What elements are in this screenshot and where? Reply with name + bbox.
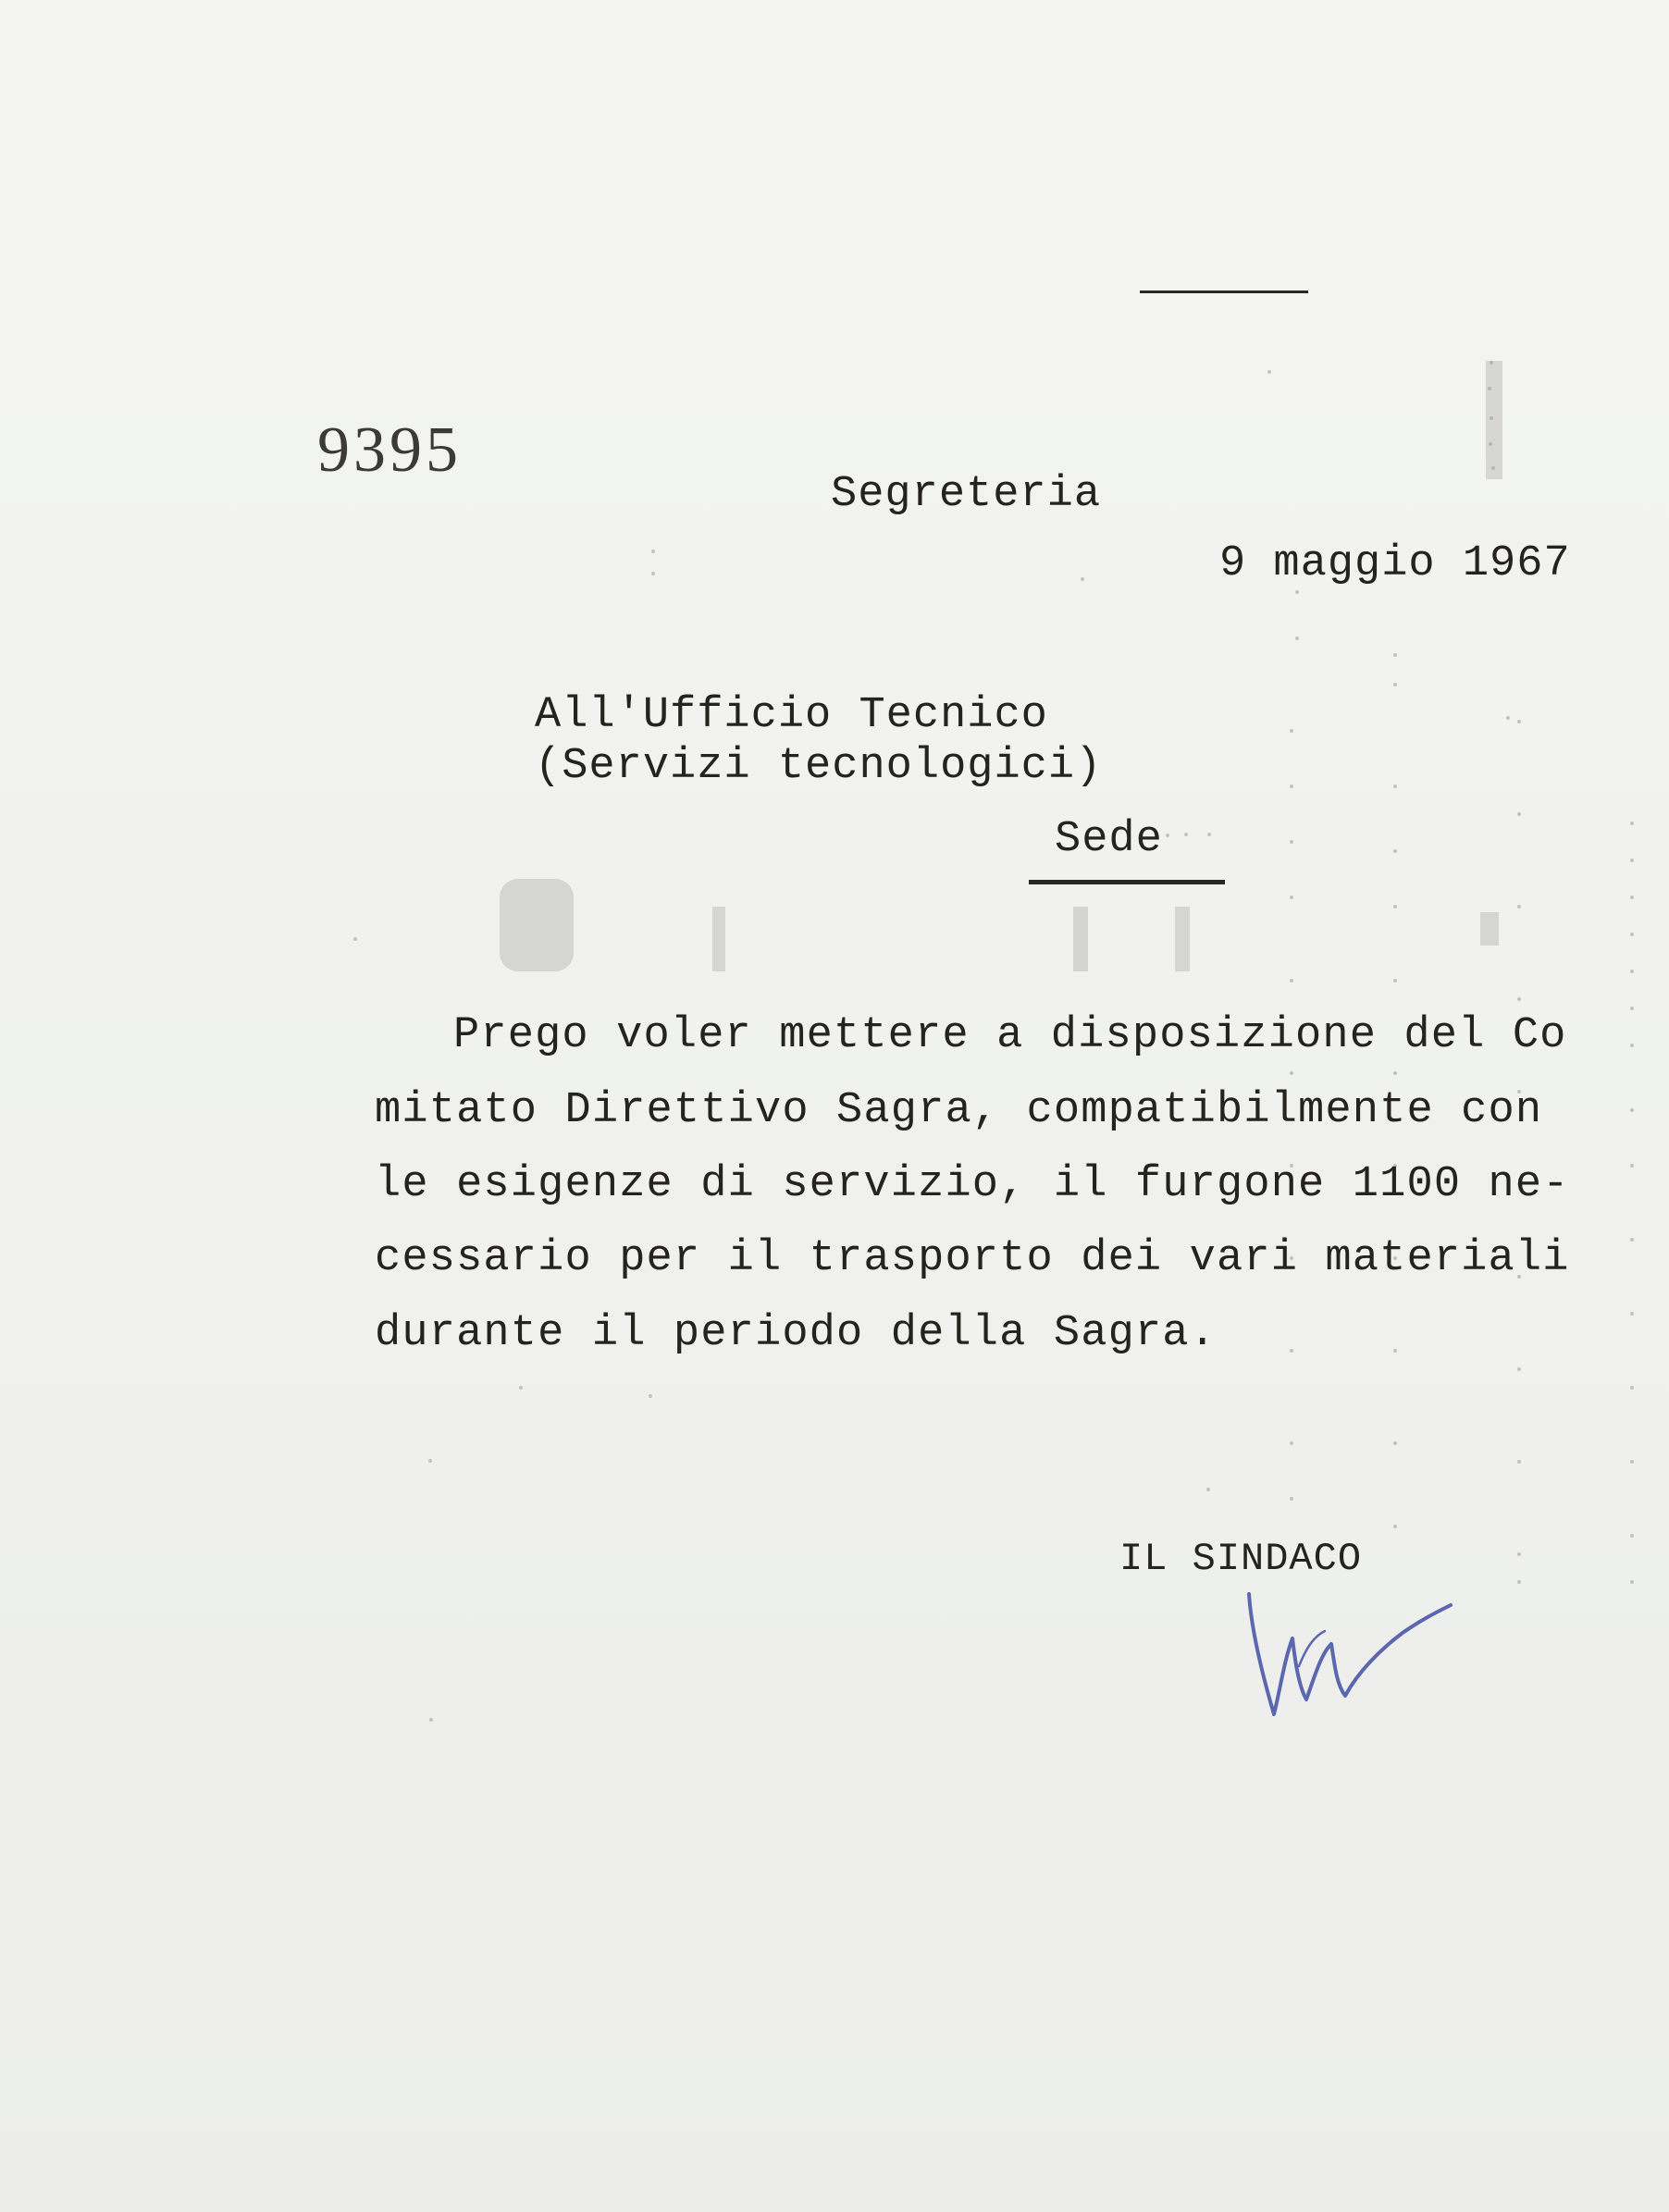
body-line-4: cessario per il trasporto dei vari materiali [375, 1234, 1570, 1283]
office-heading: Segreteria [831, 470, 1102, 519]
body-line-3: le esigenze di servizio, il furgone 1100 ne- [375, 1160, 1570, 1209]
top-rule [1140, 290, 1308, 293]
signatory-title: IL SINDACO [1119, 1537, 1363, 1581]
signature-stroke [1249, 1594, 1451, 1714]
body-line-1: Prego voler mettere a disposizione del Co [453, 1011, 1567, 1060]
handwritten-signature [1242, 1577, 1454, 1725]
body-line-2: mitato Direttivo Sagra, compatibilmente con [375, 1086, 1543, 1135]
body-line-5: durante il periodo della Sagra. [375, 1309, 1217, 1358]
recipient-line-2: (Servizi tecnologici) [535, 742, 1103, 791]
recipient-line-3: Sede [1055, 815, 1163, 864]
reference-number: 9395 [317, 414, 462, 486]
letter-date: 9 maggio 1967 [1219, 539, 1571, 588]
recipient-line-1: All'Ufficio Tecnico [535, 691, 1048, 740]
sede-underline [1029, 880, 1225, 884]
